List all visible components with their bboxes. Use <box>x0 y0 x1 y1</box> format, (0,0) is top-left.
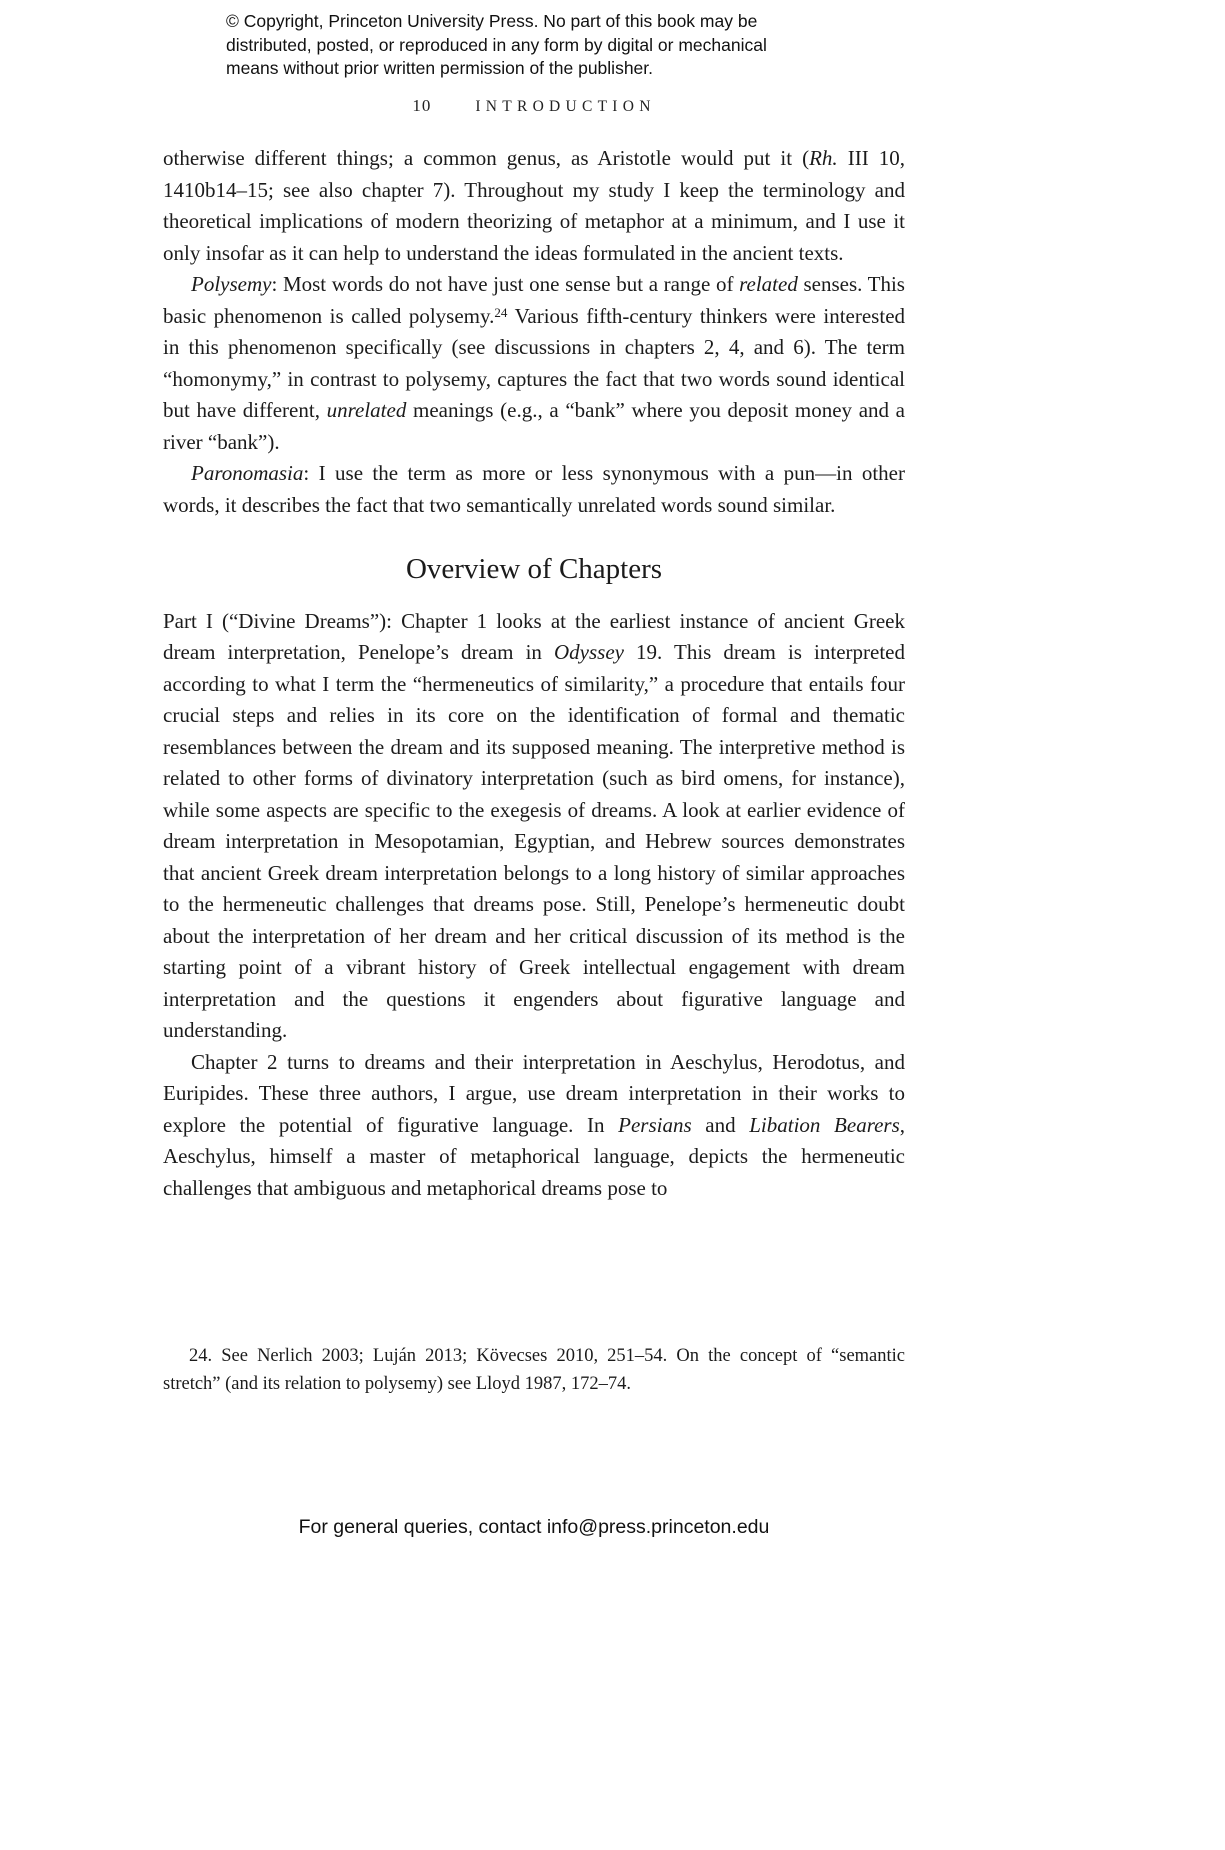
footnote: 24. See Nerlich 2003; Luján 2013; Kövecses 2010, 251–54. On the concept of “semantic stretch” (and its relation to polysemy) see Lloyd 1987, 172–74. <box>163 1346 905 1394</box>
running-head-title: INTRODUCTION <box>475 98 656 115</box>
copyright-line: © Copyright, Princeton University Press. No part of this book may be <box>226 11 758 31</box>
paragraph: Paronomasia: I use the term as more or less synonymous with a pun—in other words, it describes the fact that two semantically unrelated words sound similar. <box>163 461 905 517</box>
running-head <box>163 96 905 116</box>
copyright-line: means without prior written permission of the publisher. <box>226 58 654 78</box>
footer-contact-line: For general queries, contact info@press.princeton.edu <box>298 1516 770 1538</box>
paragraph: Polysemy: Most words do not have just one sense but a range of related senses. This basic phenomenon is called polysemy.$^{24}$ Various fifth-century thinkers were interested in this phenomenon specifically (see discussions in chapters 2, 4, and 6). The term “homonymy,” in contrast to polysemy, captures the fact that two words sound identical but have different, unrelated meanings (e.g., a “bank” where you deposit money and a river “bank”). <box>163 272 906 454</box>
copyright-line: distributed, posted, or reproduced in any form by digital or mechanical <box>226 34 767 55</box>
body-text-column <box>163 143 905 1204</box>
copyright-notice <box>226 10 866 81</box>
paragraph: otherwise different things; a common genus, as Aristotle would put it (Rh. III 10, 1410b14–15; see also chapter 7). Throughout my study I keep the terminology and theoretical implications of modern theorizing of metaphor at a minimum, and I use it only insofar as it can help to understand the ideas formulated in the ancient texts. <box>163 146 905 265</box>
page-number: 10 <box>412 96 432 115</box>
section-heading: Overview of Chapters <box>405 553 663 585</box>
paragraph: Part I (“Divine Dreams”): Chapter 1 looks at the earliest instance of ancient Greek dream interpretation, Penelope’s dream in Odyssey 19. This dream is interpreted according to what I term the “hermeneutics of similarity,” a procedure that entails four crucial steps and relies in its core on the identification of formal and thematic resemblances between the dream and its supposed meaning. The interpretive method is related to other forms of divinatory interpretation (such as bird omens, for instance), while some aspects are specific to the exegesis of dreams. A look at earlier evidence of dream interpretation in Mesopotamian, Egyptian, and Hebrew sources demonstrates that ancient Greek dream interpretation belongs to a long history of similar approaches to the hermeneutic challenges that dreams pose. Still, Penelope’s hermeneutic doubt about the interpretation of her dream and her critical discussion of its method is the starting point of a vibrant history of Greek intellectual engagement with dream interpretation and the questions it engenders about figurative language and understanding. <box>163 608 905 1043</box>
paragraph: Chapter 2 turns to dreams and their interpretation in Aeschylus, Herodotus, and Euripides. These three authors, I argue, use dream interpretation in their works to explore the potential of figurative language. In Persians and Libation Bearers, Aeschylus, himself a master of metaphorical language, depicts the hermeneutic challenges that ambiguous and metaphorical dreams pose to <box>163 1049 905 1200</box>
